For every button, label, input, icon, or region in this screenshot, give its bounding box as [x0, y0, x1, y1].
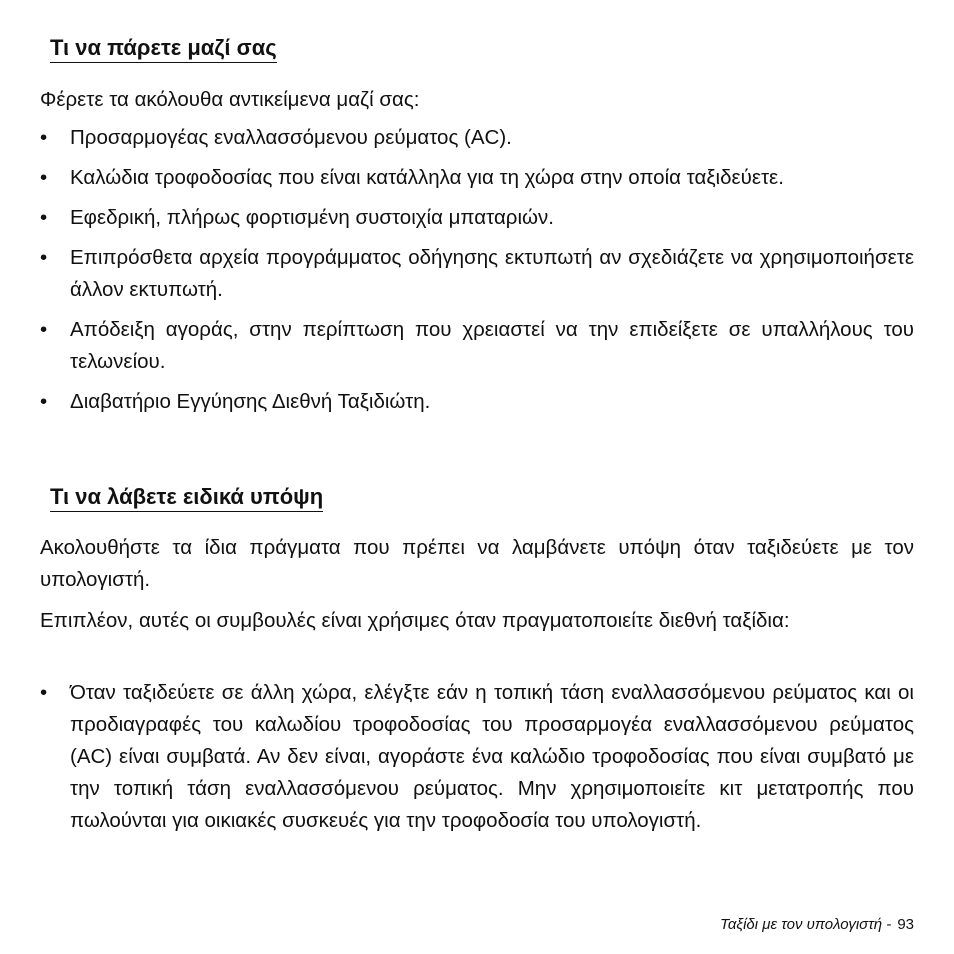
list-item-text: Διαβατήριο Εγγύησης Διεθνή Ταξιδιώτη.: [70, 390, 431, 413]
list-item: [40, 162, 914, 194]
list-item: [40, 242, 914, 306]
body-paragraph: Ακολουθήστε τα ίδια πράγματα που πρέπει να λαμβάνετε υπόψη όταν ταξιδεύετε με τον υπολογιστή.: [40, 536, 914, 591]
section-heading-what-to-take: Τι να πάρετε μαζί σας: [50, 35, 277, 63]
international-tips-list: [40, 677, 914, 845]
bullet-icon: •: [40, 206, 48, 229]
bullet-icon: •: [40, 166, 48, 189]
footer-label: Ταξίδι με τον υπολογιστή -: [720, 916, 892, 933]
section-heading-special-considerations: Τι να λάβετε ειδικά υπόψη: [50, 484, 323, 512]
list-item-text: Προσαρμογέας εναλλασσόμενου ρεύματος (AC).: [70, 126, 512, 149]
list-item-text: Απόδειξη αγοράς, στην περίπτωση που χρειαστεί να την επιδείξετε σε υπαλλήλους του τελωνείου.: [70, 318, 914, 373]
page-footer: [720, 916, 914, 933]
list-item: [40, 122, 914, 154]
list-item: [40, 314, 914, 378]
list-item: [40, 386, 914, 418]
list-item-text: Καλώδια τροφοδοσίας που είναι κατάλληλα για τη χώρα στην οποία ταξιδεύετε.: [70, 166, 784, 189]
intro-paragraph: Φέρετε τα ακόλουθα αντικείμενα μαζί σας:: [40, 88, 420, 111]
body-paragraph: Επιπλέον, αυτές οι συμβουλές είναι χρήσιμες όταν πραγματοποιείτε διεθνή ταξίδια:: [40, 609, 790, 632]
bullet-icon: •: [40, 246, 48, 269]
list-item-text: Εφεδρική, πλήρως φορτισμένη συστοιχία μπαταριών.: [70, 206, 554, 229]
list-item-text: Επιπρόσθετα αρχεία προγράμματος οδήγησης εκτυπωτή αν σχεδιάζετε να χρησιμοποιήσετε άλλον εκτυπωτή.: [70, 246, 914, 301]
list-item: [40, 202, 914, 234]
bullet-icon: •: [40, 318, 48, 341]
bullet-icon: •: [40, 390, 48, 413]
list-item: [40, 677, 914, 837]
bullet-icon: •: [40, 681, 48, 704]
list-item-text: Όταν ταξιδεύετε σε άλλη χώρα, ελέγξτε εάν η τοπική τάση εναλλασσόμενου ρεύματος και οι προδιαγραφές του καλωδίου τροφοδοσίας του προσαρμογέα εναλλασσόμενου ρεύματος (AC) είναι συμβατά. Αν δεν είναι, αγοράστε ένα καλώδιο τροφοδοσίας που είναι συμβατό με την τοπική τάση εναλλασσόμενου ρεύματος. Μην χρησιμοποιείτε κιτ μετατροπής που πωλούνται για οικιακές συσκευές για την τροφοδοσία του υπολογιστή.: [70, 681, 914, 832]
items-to-take-list: [40, 122, 914, 426]
bullet-icon: •: [40, 126, 48, 149]
page-number: 93: [897, 916, 914, 933]
